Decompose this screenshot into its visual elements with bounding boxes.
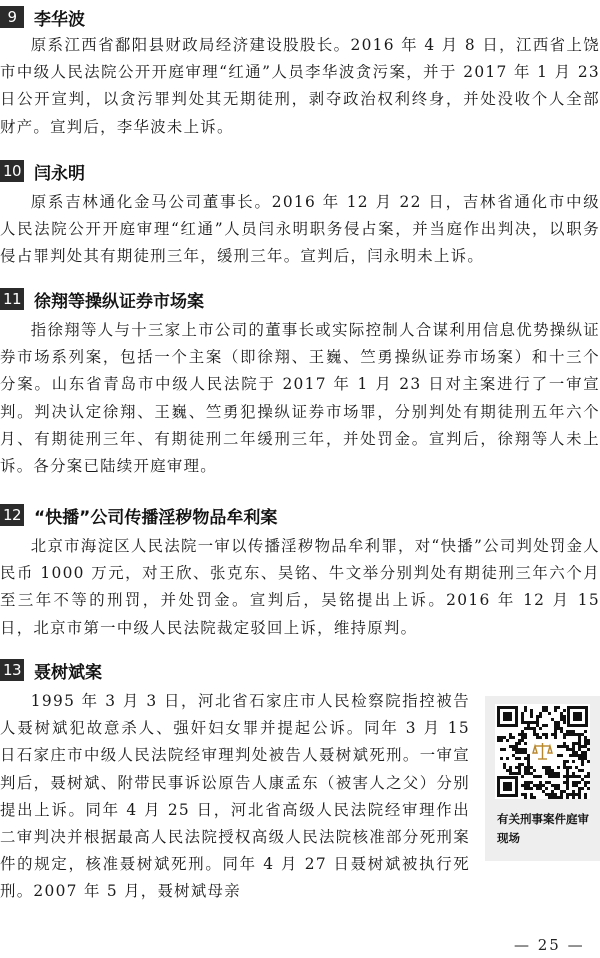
section-title: 聂树斌案 bbox=[34, 662, 102, 683]
section-paragraph: 北京市海淀区人民法院一审以传播淫秽物品牟利罪，对“快播”公司判处罚金人民币 1000 万元，对王欣、张克东、吴铭、牛文举分别判处有期徒刑三年六个月至三年不等的刑罚，并处罚金。宣判后，吴铭提出上诉。2016 年 12 月 15 日，北京市第一中级人民法院裁定驳回上诉，维持原判。 bbox=[0, 537, 600, 637]
section-number-badge: 12 bbox=[0, 504, 24, 526]
section-number-badge: 10 bbox=[0, 160, 24, 182]
page-number: — 25 — bbox=[514, 936, 585, 954]
section-number-badge: 11 bbox=[0, 288, 24, 310]
section-header-10 bbox=[0, 156, 85, 186]
section-number-badge: 13 bbox=[0, 659, 24, 681]
section-header-11 bbox=[0, 284, 204, 314]
section-title: “快播”公司传播淫秽物品牟利案 bbox=[34, 507, 278, 528]
section-header-9 bbox=[0, 2, 85, 32]
qr-code-icon bbox=[495, 704, 590, 799]
section-header-12 bbox=[0, 500, 277, 530]
section-paragraph: 原系吉林通化金马公司董事长。2016 年 12 月 22 日，吉林省通化市中级人民法院公开开庭审理“红通”人员闫永明职务侵占案，并当庭作出判决，以职务侵占罪判处其有期徒刑三年，缓刑三年。宣判后，闫永明未上诉。 bbox=[0, 193, 600, 266]
section-header-13 bbox=[0, 655, 102, 685]
section-title: 徐翔等操纵证券市场案 bbox=[34, 291, 204, 312]
section-title: 李华波 bbox=[34, 9, 85, 30]
qr-code-panel bbox=[485, 696, 600, 861]
section-paragraph: 1995 年 3 月 3 日，河北省石家庄市人民检察院指控被告人聂树斌犯故意杀人、强奸妇女罪并提起公诉。同年 3 月 15 日石家庄市中级人民法院经审理判处被告人聂树斌死刑。一审宣判后，聂树斌、附带民事诉讼原告人康孟东（被害人之父）分别提出上诉。同年 4 月 25 日，河北省高级人民法院经审理作出二审判决并根据最高人民法院授权高级人民法院核准部分死刑案件的规定，核准聂树斌死刑。同年 4 月 27 日聂树斌被执行死刑。2007 年 5 月，聂树斌母亲 bbox=[0, 692, 470, 901]
qr-caption: 有关刑事案件庭审现场 bbox=[497, 812, 589, 845]
section-title: 闫永明 bbox=[34, 163, 85, 184]
section-number-badge: 9 bbox=[0, 6, 24, 28]
section-paragraph: 指徐翔等人与十三家上市公司的董事长或实际控制人合谋利用信息优势操纵证券市场系列案，包括一个主案（即徐翔、王巍、竺勇操纵证券市场案）和十三个分案。山东省青岛市中级人民法院于 2017 年 1 月 23 日对主案进行了一审宣判。判决认定徐翔、王巍、竺勇犯操纵证券市场罪，分别判处有期徒刑五年六个月、有期徒刑三年、有期徒刑二年缓刑三年，并处罚金。宣判后，徐翔等人未上诉。各分案已陆续开庭审理。 bbox=[0, 321, 600, 476]
section-paragraph: 原系江西省鄱阳县财政局经济建设股股长。2016 年 4 月 8 日，江西省上饶市中级人民法院公开开庭审理“红通”人员李华波贪污案，并于 2017 年 1 月 23 日公开宣判，以贪污罪判处其无期徒刑，剥夺政治权利终身，并处没收个人全部财产。宣判后，李华波未上诉。 bbox=[0, 36, 600, 136]
